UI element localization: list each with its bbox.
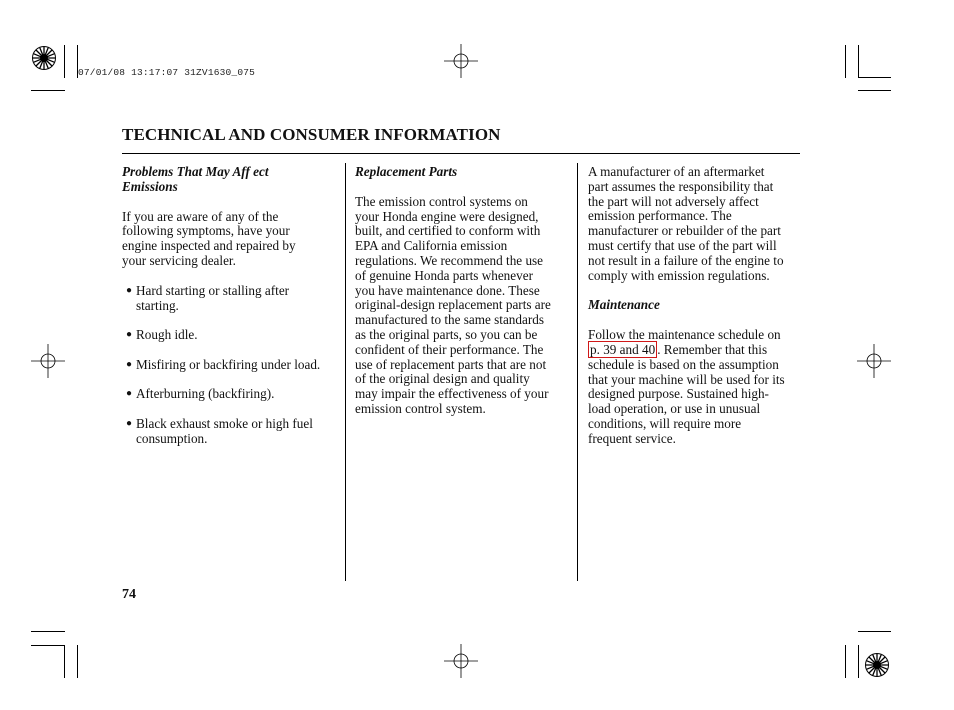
list-item: ● Afterburning (backfiring).	[126, 386, 275, 402]
replacement-parts-heading: Replacement Parts	[355, 164, 458, 179]
maintenance-body: Follow the maintenance schedule on p. 39 and 40 . Remember that this schedule is based on the assumption that your machine will be used for its designed purpose. Sustained high- load operation, or use in unusual conditions, will require more frequent service.	[588, 327, 785, 446]
text-line: emission performance. The	[588, 208, 732, 224]
print-timestamp: 07/01/08 13:17:07 31ZV1630_075	[78, 67, 256, 78]
text-line: manufactured to the same standards	[355, 312, 544, 328]
crop-mark	[858, 645, 859, 678]
text-line: conditions, will require more	[588, 415, 742, 431]
problems-intro: If you are aware of any of the following symptoms, have your engine inspected and repaired by your servicing dealer.	[122, 208, 296, 268]
text-line: your Honda engine were designed,	[355, 208, 539, 224]
text-line: frequent service.	[588, 430, 676, 446]
text-line: as the original parts, so you can be	[355, 326, 538, 342]
text-line: emission control system.	[355, 400, 486, 416]
page-reference-link[interactable]: p. 39 and 40	[590, 341, 656, 357]
section-title: TECHNICAL AND CONSUMER INFORMATION	[122, 125, 501, 144]
text-line: may impair the effectiveness of your	[355, 386, 549, 402]
text-line: A manufacturer of an aftermarket	[588, 164, 765, 179]
maintenance-heading: Maintenance	[588, 297, 660, 313]
registration-crosshair-icon	[857, 344, 891, 378]
crop-mark	[77, 645, 78, 678]
text-line: regulations. We recommend the use	[355, 252, 544, 268]
registration-crosshair-icon	[31, 344, 65, 378]
text-line: you have maintenance done. These	[355, 282, 540, 298]
replacement-parts-body	[355, 195, 570, 417]
problems-heading: Problems That May Aff ect Emissions	[122, 164, 269, 194]
text-line: not result in a failure of the engine to	[588, 252, 784, 268]
text-line: part assumes the responsibility that	[588, 178, 774, 194]
page-number: 74	[122, 587, 136, 602]
list-item: ● Black exhaust smoke or high fuel consumption.	[126, 415, 313, 446]
crop-mark	[845, 45, 846, 78]
column-divider	[345, 163, 346, 581]
list-item: ● Rough idle.	[126, 327, 198, 343]
registration-crosshair-icon	[444, 44, 478, 78]
column-problems	[122, 165, 340, 461]
text-line: use of replacement parts that are not	[355, 356, 547, 372]
crop-mark	[858, 45, 859, 78]
column-aftermarket	[588, 165, 803, 462]
text-line: the part will not adversely affect	[588, 193, 759, 209]
crop-mark	[858, 90, 891, 91]
text-line: original-design replacement parts are	[355, 297, 551, 313]
text-line: load operation, or use in unusual	[588, 401, 761, 417]
crop-mark	[858, 77, 891, 78]
text-line: The emission control systems on	[355, 193, 528, 209]
text-line: schedule is based on the assumption	[588, 356, 779, 372]
aftermarket-body	[588, 165, 803, 283]
text-line: comply with emission regulations.	[588, 267, 770, 283]
crop-mark	[64, 645, 65, 678]
registration-sun-icon	[864, 652, 890, 678]
crop-mark	[845, 645, 846, 678]
crop-mark	[64, 45, 65, 78]
title-divider	[122, 153, 800, 154]
text-line: designed purpose. Sustained high-	[588, 386, 769, 402]
text-line: must certify that use of the part will	[588, 237, 777, 253]
crop-mark	[31, 90, 65, 91]
text-line: EPA and California emission	[355, 238, 508, 254]
crop-mark	[31, 631, 65, 632]
crop-mark	[31, 645, 65, 646]
list-item: ● Hard starting or stalling after starting.	[126, 282, 290, 313]
text-line: of the original design and quality	[355, 371, 530, 387]
list-item: ● Misfiring or backfiring under load.	[126, 356, 321, 372]
text-line: manufacturer or rebuilder of the part	[588, 223, 781, 239]
registration-crosshair-icon	[444, 644, 478, 678]
text-line: that your machine will be used for its	[588, 371, 785, 387]
text-line: confident of their performance. The	[355, 341, 544, 357]
column-divider	[577, 163, 578, 581]
symptom-list	[122, 284, 340, 447]
column-replacement-parts	[355, 165, 570, 432]
text-line: built, and certified to conform with	[355, 223, 541, 239]
crop-mark	[858, 631, 891, 632]
text-line: of genuine Honda parts whenever	[355, 267, 533, 283]
registration-sun-icon	[31, 45, 57, 71]
